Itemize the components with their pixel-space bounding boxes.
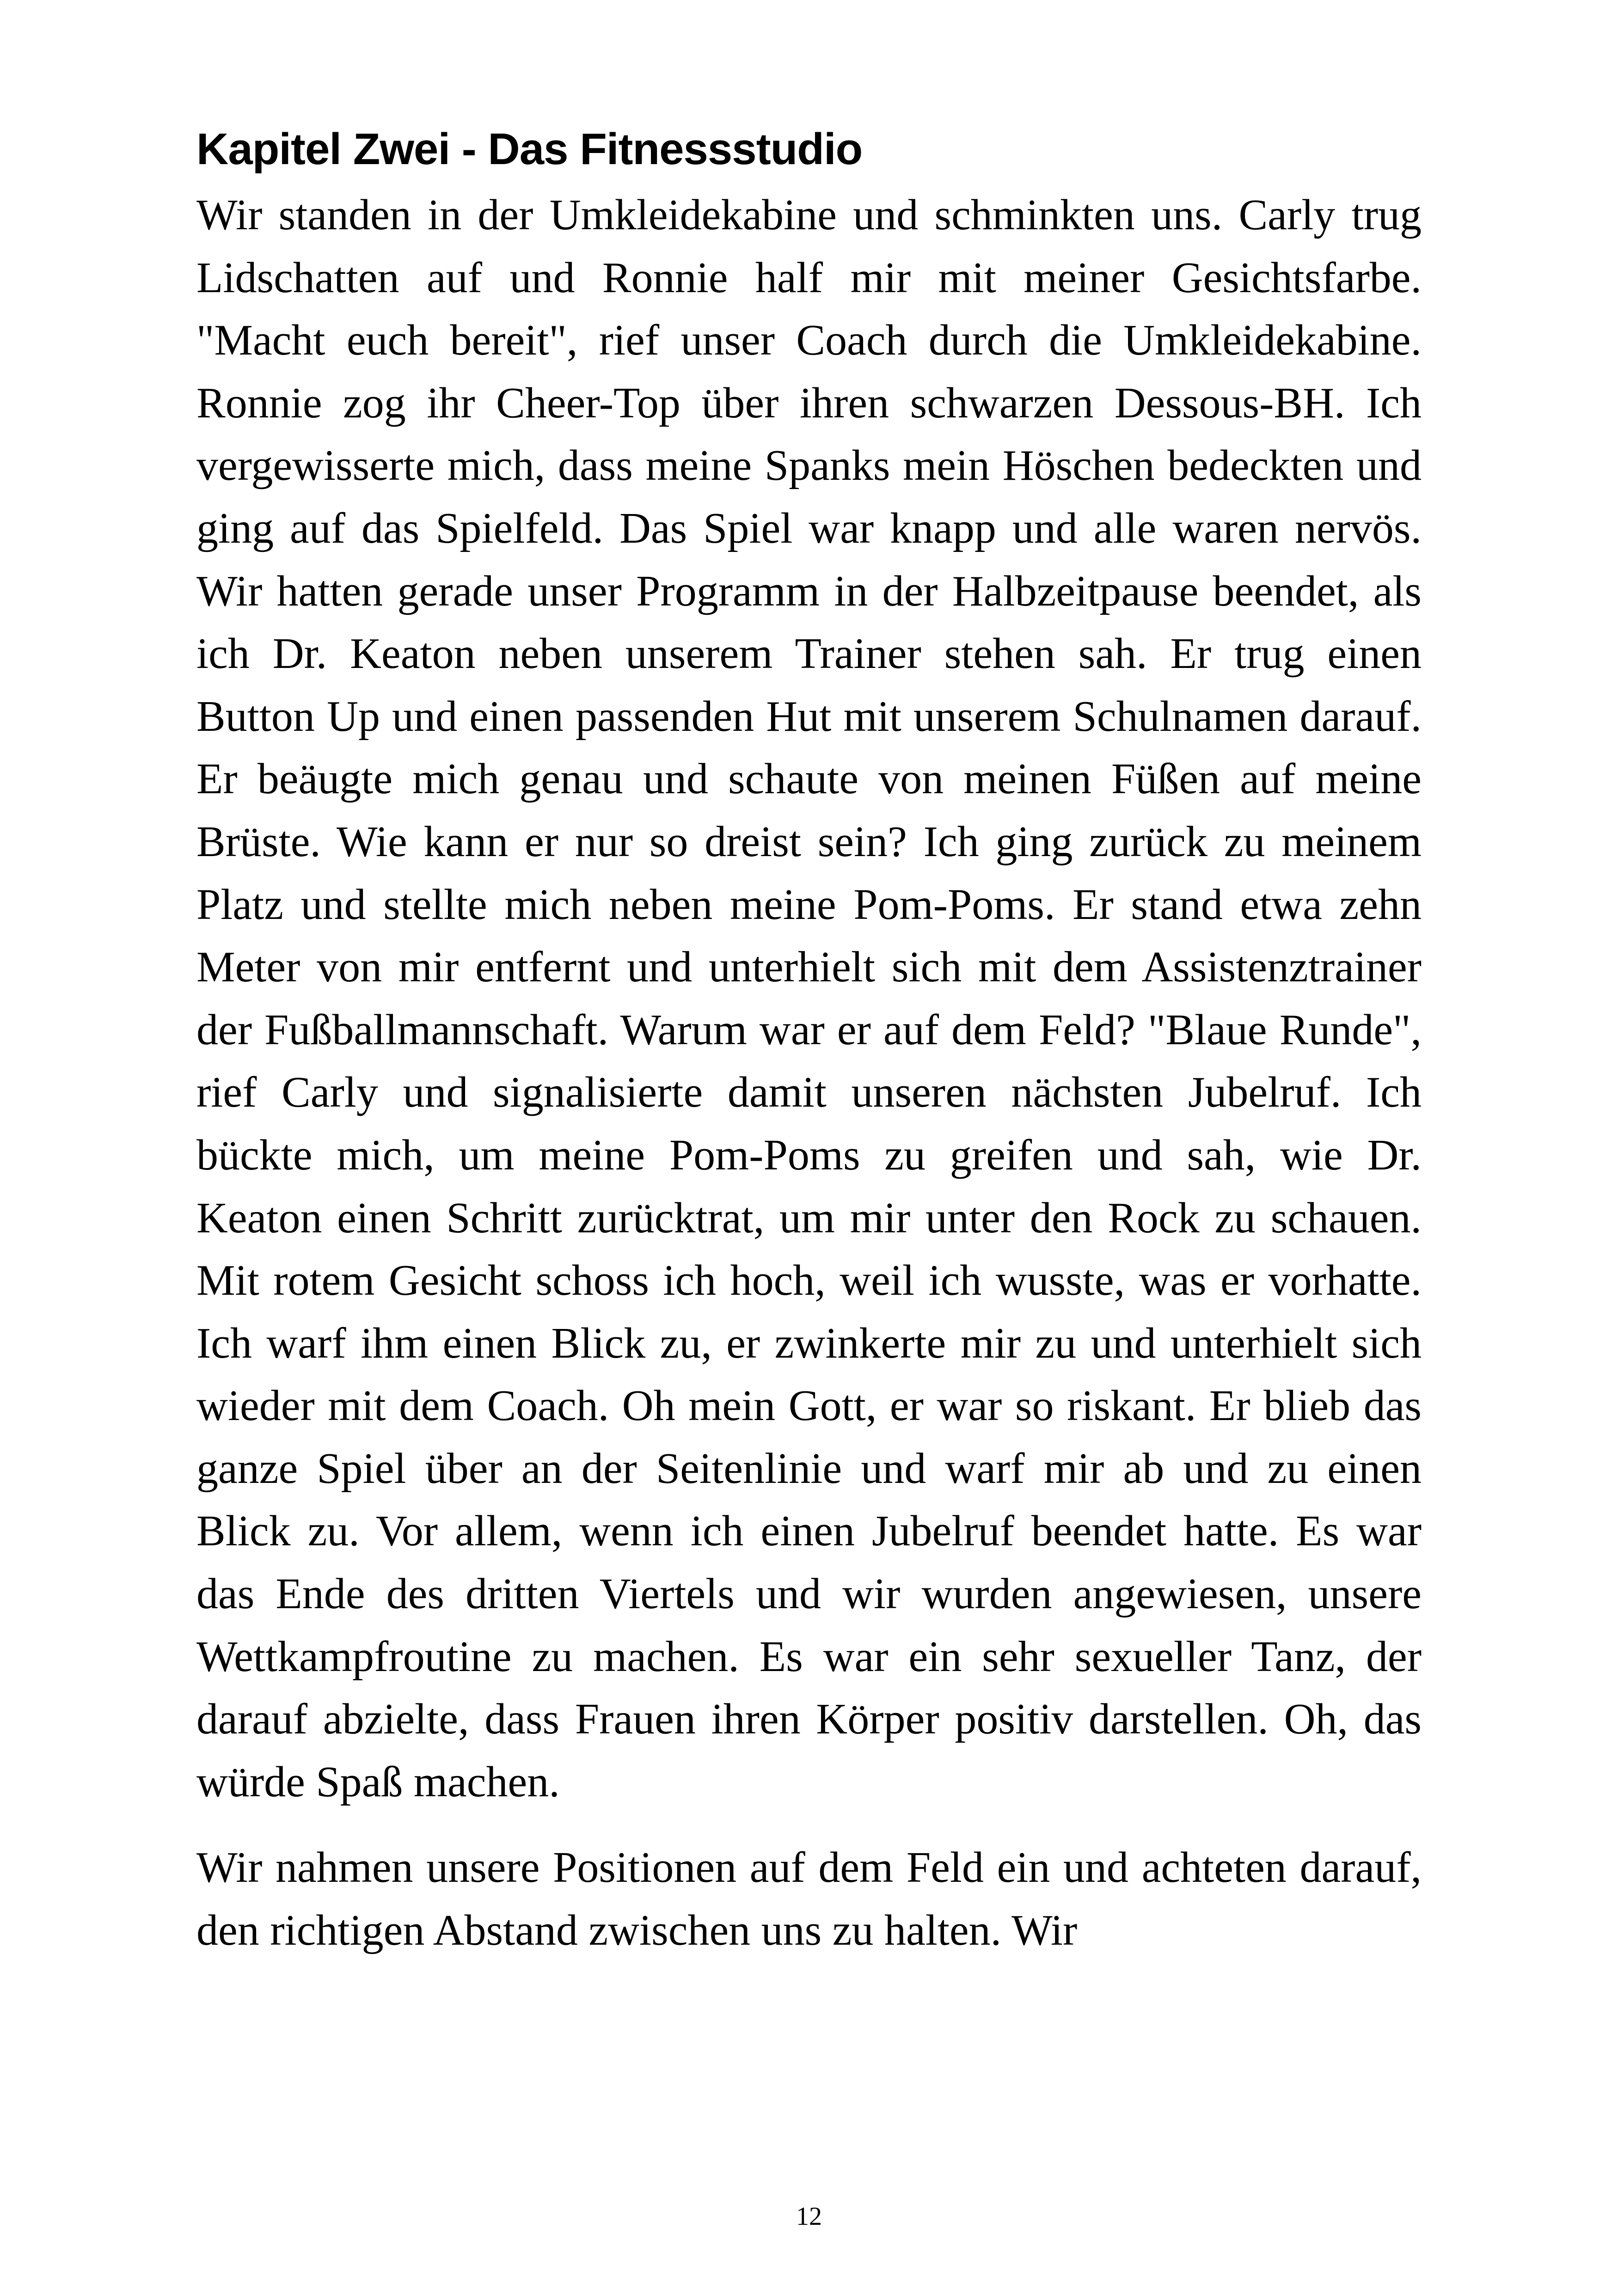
chapter-title: Kapitel Zwei - Das Fitnessstudio <box>196 124 863 174</box>
paragraph-2: Wir nahmen unsere Positionen auf dem Feld ein und achteten darauf, den richtigen Abstand zwischen uns zu halten. Wir <box>196 1843 1422 1955</box>
paragraph-1: Wir standen in der Umkleidekabine und schminkten uns. Carly trug Lidschatten auf und Ronnie half mir mit meiner Gesichtsfarbe. "Macht euch bereit", rief unser Coach durch die Umkleidekabine. Ronnie zog ihr Cheer-Top über ihren schwarzen Dessous-BH. Ich vergewisserte mich, dass meine Spanks mein Höschen bedeckten und ging auf das Spielfeld. Das Spiel war knapp und alle waren nervös. Wir hatten gerade unser Programm in der Halbzeitpause beendet, als ich Dr. Keaton neben unserem Trainer stehen sah. Er trug einen Button Up und einen passenden Hut mit unserem Schulnamen darauf. Er beäugte mich genau und schaute von meinen Füßen auf meine Brüste. Wie kann er nur so dreist sein? Ich ging zurück zu meinem Platz und stellte mich neben meine Pom-Poms. Er stand etwa zehn Meter von mir entfernt und unterhielt sich mit dem Assistenztrainer der Fußballmannschaft. Warum war er auf dem Feld? "Blaue Runde", rief Carly und signalisierte damit unseren nächsten Jubelruf. Ich bückte mich, um meine Pom-Poms zu greifen und sah, wie Dr. Keaton einen Schritt zurücktrat, um mir unter den Rock zu schauen. Mit rotem Gesicht schoss ich hoch, weil ich wusste, was er vorhatte. Ich warf ihm einen Blick zu, er zwinkerte mir zu und unterhielt sich wieder mit dem Coach. Oh mein Gott, er war so riskant. Er blieb das ganze Spiel über an der Seitenlinie und warf mir ab und zu einen Blick zu. Vor allem, wenn ich einen Jubelruf beendet hatte. Es war das Ende des dritten Viertels und wir wurden angewiesen, unsere Wettkampfroutine zu machen. Es war ein sehr sexueller Tanz, der darauf abzielte, dass Frauen ihren Körper positiv darstellen. Oh, das würde Spaß machen. <box>196 191 1422 1806</box>
page-body <box>196 118 1422 1962</box>
page-number: 12 <box>796 2202 822 2231</box>
